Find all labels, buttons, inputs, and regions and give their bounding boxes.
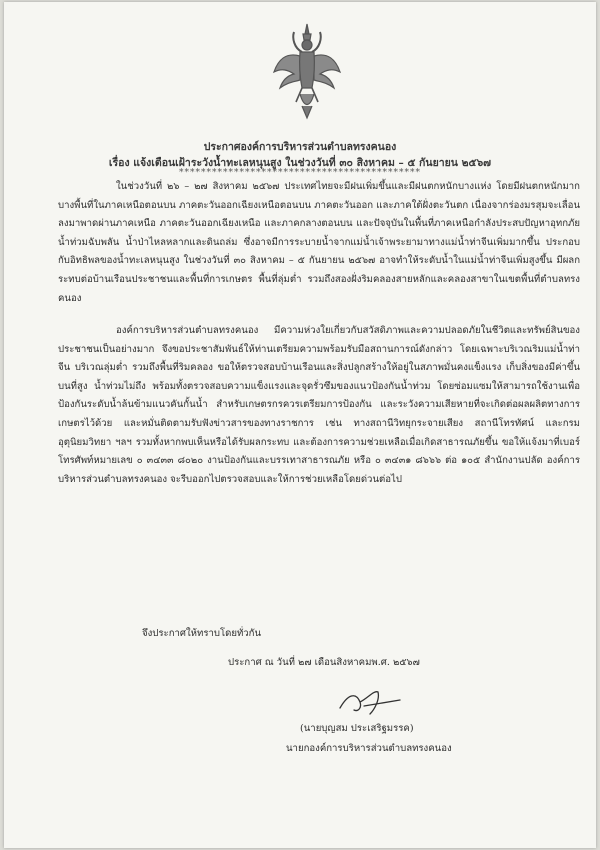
announcement-date: ประกาศ ณ วันที่ ๒๗ เดือนสิงหาคมพ.ศ. ๒๕๖๗ — [228, 657, 420, 668]
signatory-title: นายกองค์การบริหารส่วนตำบลทรงคนอง — [286, 743, 452, 754]
handwritten-signature — [334, 688, 404, 716]
announcement-page — [4, 2, 596, 848]
document-subject: เรื่อง แจ้งเตือนเฝ้าระวังน้ำทะเลหนุนสูง ในช่วงวันที่ ๓๐ สิงหาคม – ๕ กันยายน ๒๕๖๗ — [108, 157, 492, 169]
garuda-emblem-icon — [272, 22, 342, 120]
document-title: ประกาศองค์การบริหารส่วนตำบลทรงคนอง — [203, 141, 397, 153]
body-paragraph-1: ในช่วงวันที่ ๒๖ – ๒๗ สิงหาคม ๒๕๖๗ ประเทศไทยจะมีฝนเพิ่มขึ้นและมีฝนตกหนักบางแห่ง โดยมีฝนตกหนักมากบางพื้นที่ในภาคเหนือตอนบน ภาคตะวันออกเฉียงเหนือตอนบน ภาคตะวันออก และภาคใต้ฝั่งตะวันตก เนื่องจากร่องมรสุมจะเลื่อนลงมาพาดผ่านภาคเหนือ ภาคตะวันออกเฉียงเหนือ และภาคกลางตอนบน และปัจจุบันในพื้นที่ภาคเหนือกำลังประสบปัญหาอุทกภัย น้ำท่วมฉับพลัน น้ำป่าไหลหลากและดินถล่ม ซึ่งอาจมีการระบายน้ำจากแม่น้ำเจ้าพระยามาทางแม่น้ำท่าจีนเพิ่มมากขึ้น ประกอบกับอิทธิพลของน้ำทะเลหนุนสูง ในช่วงวันที่ ๓๐ สิงหาคม – ๕ กันยายน ๒๕๖๗ อาจทำให้ระดับน้ำในแม่น้ำท่าจีนเพิ่มสูงขึ้น มีผลกระทบต่อบ้านเรือนประชาชนและพื้นที่การเกษตร พื้นที่ลุ่มต่ำ รวมถึงสองฝั่งริมคลองสายหลักและคลองสาขาในเขตพื้นที่ตำบลทรงคนอง — [58, 181, 580, 304]
closing-statement: จึงประกาศให้ทราบโดยทั่วกัน — [142, 628, 262, 639]
title-divider: ******************************************** — [179, 168, 421, 178]
signatory-name: (นายบุญสม ประเสริฐมรรค) — [300, 723, 414, 734]
body-paragraph-2: องค์การบริหารส่วนตำบลทรงคนอง มีความห่วงใยเกี่ยวกับสวัสดิภาพและความปลอดภัยในชีวิตและทรัพย์สินของประชาชนเป็นอย่างมาก จึงขอประชาสัมพันธ์ให้ท่านเตรียมความพร้อมรับมือสถานการณ์ดังกล่าว โดยเฉพาะบริเวณริมแม่น้ำท่าจีน บริเวณลุ่มต่ำ รวมถึงพื้นที่ริมคลอง ขอให้ตรวจสอบบ้านเรือนและสิ่งปลูกสร้างให้อยู่ในสภาพมั่นคงแข็งแรง เก็บสิ่งของมีค่าขึ้นบนที่สูง น้ำท่วมไม่ถึง พร้อมทั้งตรวจสอบความแข็งแรงและจุดรั่วซึมของแนวป้องกันน้ำท่วม โดยซ่อมแซมให้สามารถใช้งานเพื่อป้องกันระดับน้ำล้นข้ามแนวคันกั้นน้ำ สำหรับเกษตรกรควรเตรียมการป้องกัน และระวังความเสียหายที่จะเกิดต่อผลผลิตทางการเกษตรไว้ด้วย และหมั่นติดตามรับฟังข่าวสารของทางราชการ เช่น ทางสถานีวิทยุกระจายเสียง สถานีโทรทัศน์ และกรมอุตุนิยมวิทยา ฯลฯ รวมทั้งหากพบเห็นหรือได้รับผลกระทบ และต้องการความช่วยเหลือเมื่อเกิดสาธารณภัยขึ้น ขอให้แจ้งมาที่เบอร์โทรศัพท์หมายเลข ๐ ๓๔๓๓ ๘๐๒๐ งานป้องกันและบรรเทาสาธารณภัย หรือ ๐ ๓๔๓๑ ๘๖๖๖ ต่อ ๑๐๕ สำนักงานปลัด องค์การบริหารส่วนตำบลทรงคนอง จะรีบออกไปตรวจสอบและให้การช่วยเหลือโดยด่วนต่อไป — [58, 325, 580, 485]
